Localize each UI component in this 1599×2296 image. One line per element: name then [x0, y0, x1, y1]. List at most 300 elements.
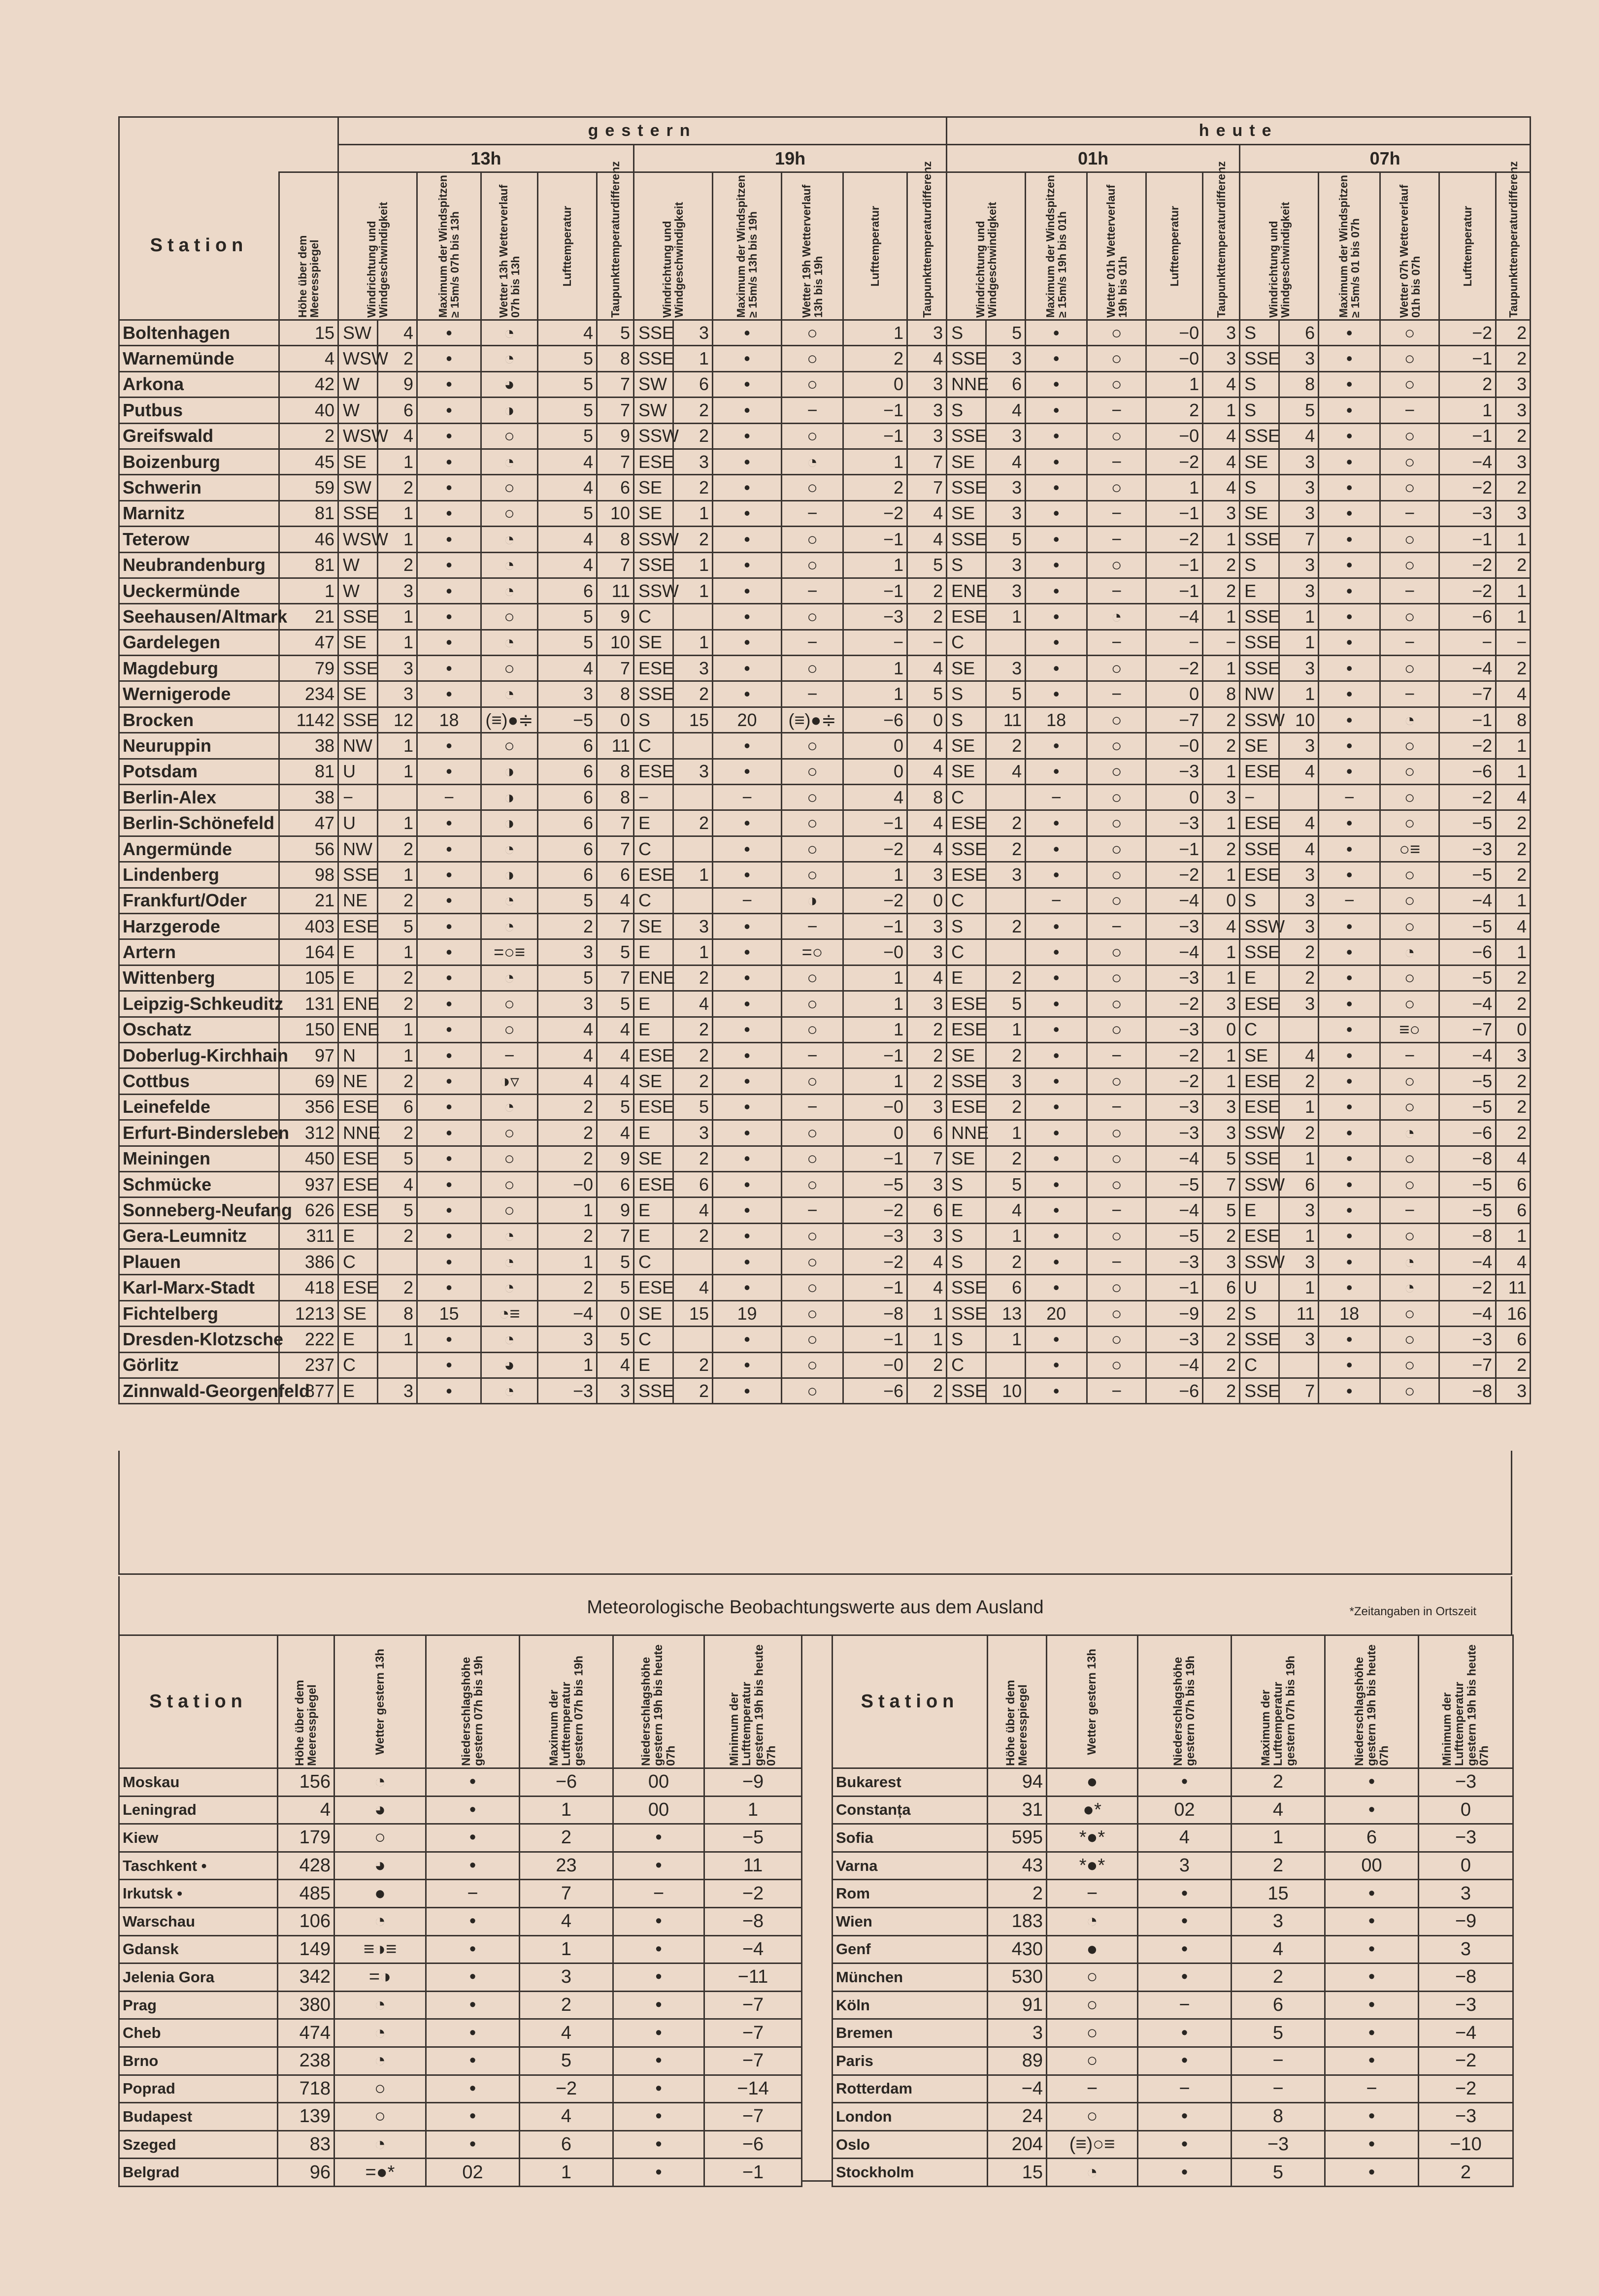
- wind-dir-07h: S: [1240, 475, 1279, 500]
- station-name: Belgrad: [119, 2159, 278, 2187]
- station-name: Prag: [119, 1991, 278, 2019]
- temp-max: 6: [520, 2130, 613, 2159]
- table-row: [119, 578, 1531, 603]
- wind-speed-19h: 3: [673, 759, 713, 784]
- gust-07h: •: [1319, 449, 1380, 474]
- height: −4: [988, 2075, 1047, 2103]
- table-row: [119, 1094, 1531, 1120]
- wind-dir-01h: S: [947, 1249, 986, 1275]
- wind-dir-07h: ESE: [1240, 1068, 1279, 1094]
- dewpoint-01h: 4: [1203, 475, 1240, 500]
- gust-13h: •: [417, 836, 481, 862]
- dewpoint-07h: 8: [1496, 707, 1531, 732]
- wind-speed-07h: 3: [1279, 1198, 1319, 1223]
- wind-dir-07h: SSE: [1240, 423, 1279, 449]
- temp-07h: −1: [1439, 346, 1496, 371]
- weather-19h: ○: [782, 346, 843, 371]
- temp-min: −7: [704, 2103, 802, 2131]
- weather-01h: −: [1087, 1378, 1146, 1404]
- weather-19h: ○: [782, 862, 843, 888]
- weather-13h: ◕: [481, 1352, 538, 1378]
- wind-speed-01h: 2: [986, 1249, 1026, 1275]
- temp-07h: −3: [1439, 1327, 1496, 1352]
- gust-01h: •: [1026, 320, 1087, 346]
- foreign-left-weather-header: Wetter gestern 13h: [334, 1635, 426, 1768]
- temp-min: −11: [704, 1963, 802, 1992]
- gust-13h: •: [417, 630, 481, 655]
- temp-01h: −2: [1146, 862, 1203, 888]
- wind-speed-19h: 6: [673, 371, 713, 397]
- wind-speed-13h: 2: [378, 1223, 417, 1249]
- wind-dir-01h: C: [947, 888, 986, 913]
- wind-speed-01h: 1: [986, 1120, 1026, 1146]
- height: 40: [279, 398, 338, 423]
- wind-speed-01h: 5: [986, 527, 1026, 552]
- table-row: [119, 1327, 1531, 1352]
- header-blank: [119, 117, 338, 145]
- height: 1142: [279, 707, 338, 732]
- gust-13h: •: [417, 527, 481, 552]
- temp-13h: 1: [538, 1352, 597, 1378]
- temp-13h: 5: [538, 630, 597, 655]
- gust-07h: •: [1319, 656, 1380, 681]
- gust-07h: •: [1319, 1068, 1380, 1094]
- temp-07h: −1: [1439, 527, 1496, 552]
- wind-dir-13h: SE: [338, 1300, 378, 1326]
- wind-dir-01h: SSE: [947, 346, 986, 371]
- wind-dir-19h: SSE: [634, 346, 673, 371]
- wind-speed-07h: 1: [1279, 1223, 1319, 1249]
- wind-dir-01h: SSE: [947, 1300, 986, 1326]
- temp-07h: −7: [1439, 1352, 1496, 1378]
- gust-19h: •: [713, 862, 782, 888]
- gust-07h: −: [1319, 785, 1380, 810]
- height: 474: [278, 2019, 334, 2047]
- gust-19h: •: [713, 500, 782, 526]
- wind-dir-19h: ESE: [634, 656, 673, 681]
- wind-speed-13h: [378, 785, 417, 810]
- dewpoint-01h: 5: [1203, 1198, 1240, 1223]
- wind-dir-13h: ENE: [338, 1017, 378, 1042]
- wind-dir-07h: SSE: [1240, 630, 1279, 655]
- table-row: [119, 759, 1531, 784]
- wind-dir-13h: SE: [338, 449, 378, 474]
- wind-speed-13h: 12: [378, 707, 417, 732]
- table-row: [119, 2047, 802, 2075]
- weather-07h: ○: [1380, 1223, 1439, 1249]
- wind-dir-13h: NNE: [338, 1120, 378, 1146]
- station-name: Warschau: [119, 1907, 278, 1935]
- wind-dir-01h: S: [947, 398, 986, 423]
- wind-speed-13h: [378, 1249, 417, 1275]
- temp-13h: −5: [538, 707, 597, 732]
- wind-dir-13h: NW: [338, 733, 378, 759]
- wind-speed-19h: [673, 888, 713, 913]
- height: 106: [278, 1907, 334, 1935]
- temp-07h: −4: [1439, 1042, 1496, 1068]
- dewpoint-19h: 2: [907, 578, 947, 603]
- dewpoint-07h: −: [1496, 630, 1531, 655]
- height: 403: [279, 913, 338, 939]
- foreign-left-station-header: Station: [119, 1635, 278, 1768]
- gust-07h: •: [1319, 1198, 1380, 1223]
- wind-dir-07h: SE: [1240, 449, 1279, 474]
- weather-13h: ○: [481, 1171, 538, 1197]
- wind-dir-07h: C: [1240, 1352, 1279, 1378]
- weather-13h: ◕: [334, 1852, 426, 1880]
- weather-13h: (≡)○≡: [1047, 2130, 1138, 2159]
- table-row: [119, 862, 1531, 888]
- weather-13h: ◔: [334, 1768, 426, 1797]
- gust-13h: •: [417, 604, 481, 630]
- wind-dir-01h: ESE: [947, 991, 986, 1017]
- wind-dir-01h: C: [947, 785, 986, 810]
- wind-speed-19h: 3: [673, 449, 713, 474]
- precip-night: •: [1325, 1796, 1419, 1824]
- wind-speed-19h: 2: [673, 1017, 713, 1042]
- wind-speed-19h: 4: [673, 991, 713, 1017]
- wind-speed-19h: 3: [673, 913, 713, 939]
- station-name: Teterow: [119, 527, 279, 552]
- weather-07h: ≡○: [1380, 1017, 1439, 1042]
- wind-dir-19h: SW: [634, 371, 673, 397]
- wind-speed-07h: 4: [1279, 836, 1319, 862]
- table-row: [833, 1796, 1513, 1824]
- wind-dir-07h: ESE: [1240, 759, 1279, 784]
- wind-dir-13h: WSW: [338, 527, 378, 552]
- wind-dir-13h: C: [338, 1249, 378, 1275]
- weather-19h: ○: [782, 785, 843, 810]
- wind-dir-13h: SSE: [338, 500, 378, 526]
- temp-13h: 2: [538, 1275, 597, 1300]
- precip-night: •: [613, 2075, 704, 2103]
- weather-13h: ◔: [481, 630, 538, 655]
- weather-13h: ○: [334, 1824, 426, 1852]
- temp-13h: 3: [538, 681, 597, 707]
- wind-speed-13h: 1: [378, 604, 417, 630]
- height: 47: [279, 630, 338, 655]
- dew19-header: Taupunkttemperaturdifferenz: [907, 172, 947, 320]
- temp-13h: 5: [538, 965, 597, 991]
- gust-07h: •: [1319, 862, 1380, 888]
- gust-13h: •: [417, 346, 481, 371]
- temp-07h: −4: [1439, 888, 1496, 913]
- table-row: [119, 449, 1531, 474]
- station-name: Szeged: [119, 2130, 278, 2159]
- dewpoint-07h: 6: [1496, 1327, 1531, 1352]
- temp-01h: −2: [1146, 1068, 1203, 1094]
- wind-dir-01h: ENE: [947, 578, 986, 603]
- table-row: [119, 888, 1531, 913]
- wind-speed-19h: 2: [673, 1042, 713, 1068]
- weather-07h: ○: [1380, 656, 1439, 681]
- dewpoint-13h: 4: [597, 1017, 634, 1042]
- dewpoint-07h: 2: [1496, 656, 1531, 681]
- height: 21: [279, 604, 338, 630]
- weather-01h: ○: [1087, 1146, 1146, 1171]
- weather-19h: =○: [782, 939, 843, 965]
- table-row: [833, 2075, 1513, 2103]
- dewpoint-13h: 5: [597, 320, 634, 346]
- dewpoint-13h: 5: [597, 939, 634, 965]
- gust-01h: •: [1026, 1249, 1087, 1275]
- wind-speed-13h: 2: [378, 965, 417, 991]
- dewpoint-13h: 6: [597, 862, 634, 888]
- wind-speed-01h: 11: [986, 707, 1026, 732]
- gust-19h: •: [713, 346, 782, 371]
- height: 81: [279, 759, 338, 784]
- temp-01h: −4: [1146, 604, 1203, 630]
- weather-01h: ○: [1087, 759, 1146, 784]
- weather-07h: −: [1380, 398, 1439, 423]
- wind-dir-01h: C: [947, 630, 986, 655]
- gust-01h: •: [1026, 836, 1087, 862]
- wind-dir-07h: S: [1240, 1300, 1279, 1326]
- weather-07h: ◔: [1380, 1249, 1439, 1275]
- weather-07h: ○: [1380, 1146, 1439, 1171]
- station-name: Varna: [833, 1852, 988, 1880]
- station-name: Leningrad: [119, 1796, 278, 1824]
- wind19-header: Windrichtung und Windgeschwindigkeit: [634, 172, 713, 320]
- gust-19h: •: [713, 939, 782, 965]
- temp-19h: 1: [843, 656, 907, 681]
- temp-01h: −1: [1146, 1275, 1203, 1300]
- height: 204: [988, 2130, 1047, 2159]
- height: 718: [278, 2075, 334, 2103]
- dewpoint-13h: 5: [597, 991, 634, 1017]
- temp-max: 3: [1232, 1907, 1325, 1935]
- temp-min: −3: [1419, 1768, 1513, 1797]
- gust-13h: •: [417, 1171, 481, 1197]
- wind-dir-01h: S: [947, 1223, 986, 1249]
- weather-13h: −: [1047, 1880, 1138, 1908]
- wind-dir-13h: E: [338, 1223, 378, 1249]
- wind-dir-19h: C: [634, 1249, 673, 1275]
- weather-07h: −: [1380, 500, 1439, 526]
- height: 342: [278, 1963, 334, 1992]
- dewpoint-07h: 4: [1496, 1146, 1531, 1171]
- gust-19h: •: [713, 371, 782, 397]
- dewpoint-13h: 8: [597, 346, 634, 371]
- gust-19h: 20: [713, 707, 782, 732]
- temp-01h: −: [1146, 630, 1203, 655]
- wind-speed-13h: 1: [378, 759, 417, 784]
- wind-speed-13h: 3: [378, 578, 417, 603]
- weather-19h: ○: [782, 552, 843, 578]
- height: 15: [988, 2159, 1047, 2187]
- wind-dir-13h: ESE: [338, 1198, 378, 1223]
- dewpoint-01h: 2: [1203, 733, 1240, 759]
- table-row: [119, 630, 1531, 655]
- gust-07h: •: [1319, 1352, 1380, 1378]
- station-name: Brno: [119, 2047, 278, 2075]
- weather-19h: ○: [782, 1120, 843, 1146]
- dewpoint-13h: 4: [597, 1068, 634, 1094]
- weather-01h: ○: [1087, 1300, 1146, 1326]
- temp-19h: −2: [843, 888, 907, 913]
- wind-dir-01h: S: [947, 1171, 986, 1197]
- gust-07h: •: [1319, 733, 1380, 759]
- temp-13h: 5: [538, 346, 597, 371]
- temp-min: −4: [704, 1935, 802, 1963]
- gust-07h: •: [1319, 939, 1380, 965]
- precip-day: •: [426, 1852, 520, 1880]
- weather-13h: ◔: [481, 578, 538, 603]
- wind-speed-13h: 4: [378, 423, 417, 449]
- height: 179: [278, 1824, 334, 1852]
- foreign-right-height-header: Höhe über dem Meeresspiegel: [988, 1635, 1047, 1768]
- table-row: [833, 1963, 1513, 1992]
- wind-dir-01h: SSE: [947, 1378, 986, 1404]
- table-row: [119, 1146, 1531, 1171]
- wind-dir-07h: E: [1240, 965, 1279, 991]
- dewpoint-13h: 9: [597, 1146, 634, 1171]
- height: 530: [988, 1963, 1047, 1992]
- gust-07h: •: [1319, 604, 1380, 630]
- dewpoint-07h: 2: [1496, 423, 1531, 449]
- header-blank-2: [119, 145, 338, 172]
- temp-19h: −1: [843, 1042, 907, 1068]
- temp-13h: −0: [538, 1171, 597, 1197]
- weather-13h: ○: [481, 604, 538, 630]
- height: 81: [279, 552, 338, 578]
- height: 38: [279, 785, 338, 810]
- temp-max: −6: [520, 1768, 613, 1797]
- table-row: [119, 1907, 802, 1935]
- weather-13h: ○: [334, 2075, 426, 2103]
- wind-dir-13h: ESE: [338, 1146, 378, 1171]
- wind-dir-01h: ESE: [947, 810, 986, 836]
- gust-07h: •: [1319, 578, 1380, 603]
- wind-dir-19h: C: [634, 604, 673, 630]
- wind-speed-19h: 2: [673, 1068, 713, 1094]
- gust-19h: •: [713, 1327, 782, 1352]
- precip-night: •: [1325, 2019, 1419, 2047]
- dewpoint-01h: 3: [1203, 500, 1240, 526]
- dewpoint-01h: 2: [1203, 1378, 1240, 1404]
- wind-speed-19h: 2: [673, 1223, 713, 1249]
- wind-speed-19h: 6: [673, 1171, 713, 1197]
- weather-13h: ○: [481, 991, 538, 1017]
- weather-13h: ◔: [481, 888, 538, 913]
- table-row: [119, 707, 1531, 732]
- temp-19h: −1: [843, 810, 907, 836]
- gust-19h: •: [713, 320, 782, 346]
- gust-07h: •: [1319, 1042, 1380, 1068]
- weather-01h: ○: [1087, 423, 1146, 449]
- wind-speed-13h: 5: [378, 1198, 417, 1223]
- wind-dir-01h: S: [947, 681, 986, 707]
- table-row: [119, 1171, 1531, 1197]
- gust-07h: •: [1319, 552, 1380, 578]
- wind-dir-01h: ESE: [947, 1017, 986, 1042]
- temp-13h: 5: [538, 604, 597, 630]
- height: 311: [279, 1223, 338, 1249]
- weather-07h: ◔: [1380, 1275, 1439, 1300]
- gust-19h: 19: [713, 1300, 782, 1326]
- height: 626: [279, 1198, 338, 1223]
- time-13h: 13h: [338, 145, 634, 172]
- temp-19h: 0: [843, 733, 907, 759]
- wind-dir-07h: SSW: [1240, 707, 1279, 732]
- gust-13h: 15: [417, 1300, 481, 1326]
- temp-01h: −7: [1146, 707, 1203, 732]
- temp13-header: Lufttemperatur: [538, 172, 597, 320]
- wind-dir-13h: E: [338, 939, 378, 965]
- wind-speed-19h: [673, 785, 713, 810]
- gust-07h: •: [1319, 1017, 1380, 1042]
- gust-01h: •: [1026, 604, 1087, 630]
- temp-19h: −1: [843, 1146, 907, 1171]
- gust-07h: •: [1319, 965, 1380, 991]
- weather-19h: ○: [782, 656, 843, 681]
- wind-dir-13h: SSE: [338, 707, 378, 732]
- temp-19h: −2: [843, 500, 907, 526]
- height: 24: [988, 2103, 1047, 2131]
- weather-19h: ○: [782, 1327, 843, 1352]
- wind-dir-19h: ESE: [634, 1042, 673, 1068]
- gust-19h: •: [713, 1146, 782, 1171]
- dewpoint-01h: 2: [1203, 836, 1240, 862]
- temp-13h: 5: [538, 398, 597, 423]
- temp-07h: −5: [1439, 862, 1496, 888]
- temp-min: 1: [704, 1796, 802, 1824]
- wind-dir-07h: SE: [1240, 733, 1279, 759]
- table-row: [119, 398, 1531, 423]
- temp-min: −14: [704, 2075, 802, 2103]
- station-name: Jelenia Gora: [119, 1963, 278, 1992]
- gust-07h: •: [1319, 759, 1380, 784]
- gust19-header: Maximum der Windspitzen ≥ 15m/s 13h bis 19h: [713, 172, 782, 320]
- weather-01h: −: [1087, 1094, 1146, 1120]
- weather-01h: ○: [1087, 1327, 1146, 1352]
- temp-07h: 1: [1439, 398, 1496, 423]
- dewpoint-07h: 2: [1496, 1094, 1531, 1120]
- weather-07h: ○: [1380, 888, 1439, 913]
- weather-01h: ○: [1087, 1275, 1146, 1300]
- precip-night: •: [1325, 2159, 1419, 2187]
- gust-07h: •: [1319, 707, 1380, 732]
- foreign-right-precip-night-header: Niederschlagshöhe gestern 19h bis heute 07h: [1325, 1635, 1419, 1768]
- gust-13h: •: [417, 1094, 481, 1120]
- wind-dir-07h: S: [1240, 398, 1279, 423]
- dewpoint-19h: 3: [907, 913, 947, 939]
- temp-13h: −3: [538, 1378, 597, 1404]
- gust-01h: 20: [1026, 1300, 1087, 1326]
- wind-speed-19h: 2: [673, 1352, 713, 1378]
- temp-max: 2: [1232, 1768, 1325, 1797]
- gust-13h: •: [417, 500, 481, 526]
- dew01-header: Taupunkttemperaturdifferenz: [1203, 172, 1240, 320]
- station-name: Wien: [833, 1907, 988, 1935]
- temp-19h: −0: [843, 1094, 907, 1120]
- dewpoint-19h: 2: [907, 1017, 947, 1042]
- wind-dir-07h: SSW: [1240, 1249, 1279, 1275]
- gust-19h: •: [713, 423, 782, 449]
- precip-day: 3: [1138, 1852, 1232, 1880]
- precip-day: −: [426, 1880, 520, 1908]
- precip-night: −: [1325, 2075, 1419, 2103]
- wind-dir-01h: SSE: [947, 1068, 986, 1094]
- temp-min: −1: [704, 2159, 802, 2187]
- dewpoint-19h: 1: [907, 1327, 947, 1352]
- wind-speed-07h: 3: [1279, 578, 1319, 603]
- wind-speed-01h: 2: [986, 836, 1026, 862]
- temp-07h: −5: [1439, 1198, 1496, 1223]
- precip-night: 00: [613, 1796, 704, 1824]
- precip-day: •: [426, 1991, 520, 2019]
- wind-speed-01h: 3: [986, 578, 1026, 603]
